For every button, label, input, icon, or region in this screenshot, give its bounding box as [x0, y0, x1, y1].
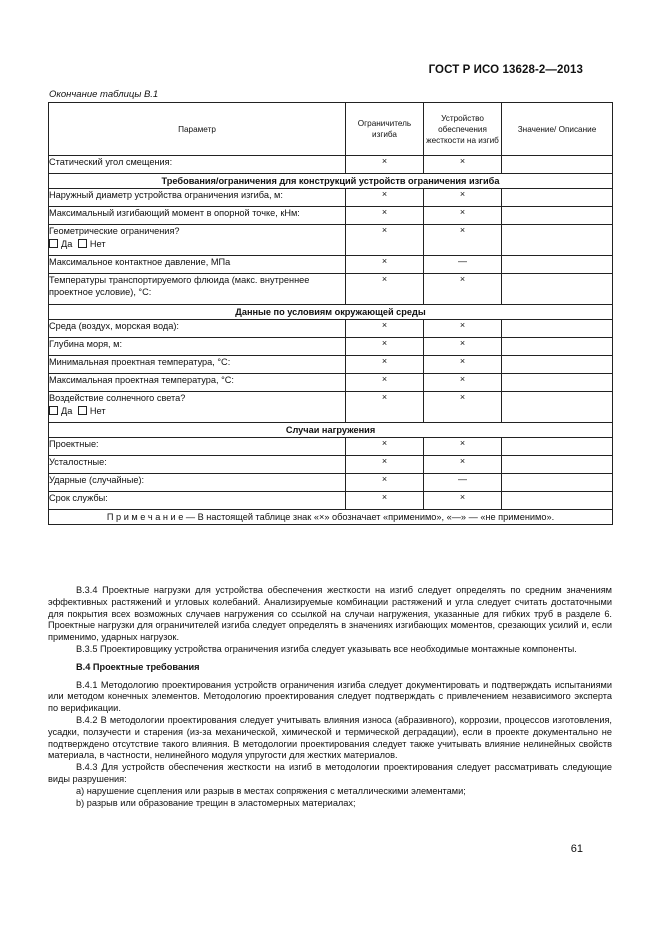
restrictor-mark: ×	[346, 207, 424, 225]
section-heading: Случаи нагружения	[49, 423, 613, 438]
yes-no-options	[49, 405, 345, 417]
option-yes: Да	[61, 239, 73, 249]
column-header-value: Значение/ Описание	[502, 103, 613, 156]
param-text: Воздействие солнечного света?	[49, 393, 186, 403]
note-row	[49, 510, 613, 525]
stiffener-mark: ×	[424, 320, 502, 338]
stiffener-mark: ×	[424, 356, 502, 374]
value-cell	[502, 338, 613, 356]
requirements-table	[48, 102, 613, 525]
option-no: Нет	[89, 406, 106, 416]
restrictor-mark: ×	[346, 225, 424, 256]
option-no: Нет	[89, 239, 106, 249]
stiffener-mark: ×	[424, 492, 502, 510]
value-cell	[502, 474, 613, 492]
table-row	[49, 356, 613, 374]
param-cell: Максимальное контактное давление, МПа	[49, 256, 346, 274]
value-cell	[502, 438, 613, 456]
restrictor-mark: ×	[346, 256, 424, 274]
value-cell	[502, 225, 613, 256]
value-cell	[502, 320, 613, 338]
section-row	[49, 423, 613, 438]
section-row	[49, 305, 613, 320]
param-text: Геометрические ограничения?	[49, 226, 180, 236]
param-cell: Среда (воздух, морская вода):	[49, 320, 346, 338]
column-header-bend-restrictor: Ограничитель изгиба	[346, 103, 424, 156]
table-row	[49, 492, 613, 510]
table-header-row	[49, 103, 613, 156]
param-cell: Глубина моря, м:	[49, 338, 346, 356]
stiffener-mark: ×	[424, 225, 502, 256]
restrictor-mark: ×	[346, 338, 424, 356]
restrictor-mark: ×	[346, 392, 424, 423]
checkbox-icon[interactable]	[78, 239, 87, 248]
restrictor-mark: ×	[346, 320, 424, 338]
stiffener-mark: ×	[424, 207, 502, 225]
column-header-bend-stiffener: Устройство обеспечения жесткости на изгиб	[424, 103, 502, 156]
stiffener-mark: —	[424, 256, 502, 274]
param-cell	[49, 392, 346, 423]
paragraph-b43: В.4.3 Для устройств обеспечения жесткости на изгиб в методологии проектирования следует рассматривать следующие виды разрушения:	[48, 762, 612, 784]
restrictor-mark: ×	[346, 492, 424, 510]
list-item-b: b) разрыв или образование трещин в эластомерных материалах;	[76, 797, 356, 808]
section-heading: Требования/ограничения для конструкций устройств ограничения изгиба	[49, 174, 613, 189]
document-code: ГОСТ Р ИСО 13628-2—2013	[428, 64, 583, 76]
stiffener-mark: ×	[424, 338, 502, 356]
param-cell: Температуры транспортируемого флюида (макс. внутреннее проектное условие), °С:	[49, 274, 346, 305]
table-row	[49, 225, 613, 256]
checkbox-icon[interactable]	[78, 406, 87, 415]
value-cell	[502, 374, 613, 392]
table-row	[49, 156, 613, 174]
param-cell: Проектные:	[49, 438, 346, 456]
param-cell	[49, 225, 346, 256]
param-cell: Статический угол смещения:	[49, 156, 346, 174]
restrictor-mark: ×	[346, 374, 424, 392]
stiffener-mark: ×	[424, 456, 502, 474]
section-heading: Данные по условиям окружающей среды	[49, 305, 613, 320]
stiffener-mark: ×	[424, 392, 502, 423]
param-cell: Усталостные:	[49, 456, 346, 474]
value-cell	[502, 256, 613, 274]
checkbox-icon[interactable]	[49, 406, 58, 415]
page-number: 61	[570, 843, 583, 855]
table-caption: Окончание таблицы В.1	[49, 89, 159, 100]
checkbox-icon[interactable]	[49, 239, 58, 248]
table-row	[49, 456, 613, 474]
table-row	[49, 256, 613, 274]
value-cell	[502, 456, 613, 474]
paragraph-b34: В.3.4 Проектные нагрузки для устройства обеспечения жесткости на изгиб следует определять по средним значениям эффективных растяжений и угловых колебаний. Анализируемые комбинации растяжений и угла следует считать достаточными для покрытия всех возможных случаев нагружения со ссылкой на случаи нагружения, указанные для гибких труб в разделе 6. Проектные нагрузки для ограничителей изгиба следует определять в значениях изгибающих моментов, срезающих усилий и, если применимо, ударных нагрузок.	[48, 585, 612, 643]
paragraph-b42: В.4.2 В методологии проектирования следует учитывать влияния износа (абразивного), коррозии, процессов изготовления, усадки, ползучести и старения (из-за механической, химической и термической деградации), если в проекте документально не подтверждено отсутствие такого влияния. В методологии проектирования следует также учитывать влияние нелинейных свойств материала, в частности, нелинейного модуля упругости для жестких материалов.	[48, 714, 612, 761]
stiffener-mark: ×	[424, 274, 502, 305]
param-cell: Срок службы:	[49, 492, 346, 510]
value-cell	[502, 274, 613, 305]
column-header-parameter: Параметр	[49, 103, 346, 156]
section-heading-b4: В.4 Проектные требования	[76, 661, 200, 672]
param-cell: Минимальная проектная температура, °С:	[49, 356, 346, 374]
restrictor-mark: ×	[346, 274, 424, 305]
value-cell	[502, 492, 613, 510]
param-cell: Максимальный изгибающий момент в опорной точке, кНм:	[49, 207, 346, 225]
restrictor-mark: ×	[346, 456, 424, 474]
restrictor-mark: ×	[346, 438, 424, 456]
yes-no-options	[49, 238, 345, 250]
table-row	[49, 274, 613, 305]
stiffener-mark: ×	[424, 156, 502, 174]
table-row	[49, 474, 613, 492]
body-text	[48, 585, 612, 809]
restrictor-mark: ×	[346, 474, 424, 492]
restrictor-mark: ×	[346, 156, 424, 174]
value-cell	[502, 356, 613, 374]
paragraph-b41: В.4.1 Методологию проектирования устройств ограничения изгиба следует документировать и подтверждать испытаниями или методом конечных элементов. Методологию проектирования следует подтверждать с привлечением независимого эксперта по верификации.	[48, 679, 612, 714]
param-cell: Ударные (случайные):	[49, 474, 346, 492]
value-cell	[502, 207, 613, 225]
table-note: П р и м е ч а н и е — В настоящей таблице знак «×» обозначает «применимо», «—» — «не применимо».	[49, 510, 613, 525]
section-row	[49, 174, 613, 189]
table-row	[49, 338, 613, 356]
value-cell	[502, 156, 613, 174]
list-item-a: a) нарушение сцепления или разрыв в местах сопряжения с металлическими элементами;	[76, 785, 466, 796]
stiffener-mark: —	[424, 474, 502, 492]
stiffener-mark: ×	[424, 374, 502, 392]
table-row	[49, 189, 613, 207]
param-cell: Максимальная проектная температура, °С:	[49, 374, 346, 392]
table-row	[49, 374, 613, 392]
stiffener-mark: ×	[424, 438, 502, 456]
option-yes: Да	[61, 406, 73, 416]
value-cell	[502, 189, 613, 207]
stiffener-mark: ×	[424, 189, 502, 207]
table-row	[49, 392, 613, 423]
restrictor-mark: ×	[346, 189, 424, 207]
restrictor-mark: ×	[346, 356, 424, 374]
table-row	[49, 320, 613, 338]
value-cell	[502, 392, 613, 423]
table-row	[49, 438, 613, 456]
table-row	[49, 207, 613, 225]
param-cell: Наружный диаметр устройства ограничения изгиба, м:	[49, 189, 346, 207]
paragraph-b35: В.3.5 Проектировщику устройства ограничения изгиба следует указывать все необходимые монтажные компоненты.	[76, 643, 577, 654]
